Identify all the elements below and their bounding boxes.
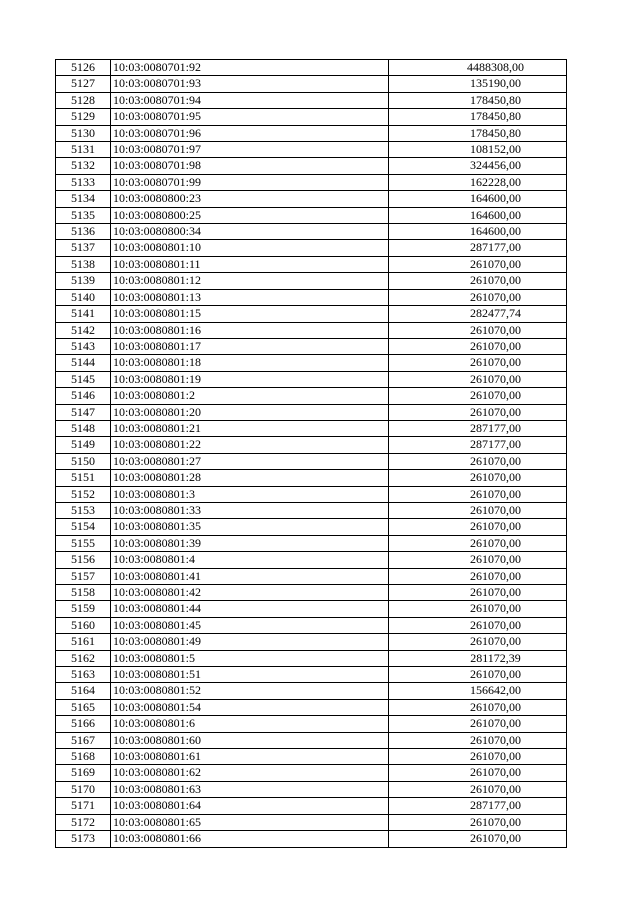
row-number-cell: 5161 <box>56 634 111 650</box>
table-row <box>56 716 567 732</box>
row-number-cell: 5130 <box>56 125 111 141</box>
cadastral-number-cell: 10:03:0080801:51 <box>111 667 389 683</box>
cadastral-number-cell: 10:03:0080800:34 <box>111 224 389 240</box>
table-row <box>56 535 567 551</box>
table-row <box>56 617 567 633</box>
amount-cell: 261070,00 <box>389 486 567 502</box>
cadastral-number-cell: 10:03:0080801:62 <box>111 765 389 781</box>
cadastral-number-cell: 10:03:0080701:92 <box>111 60 389 76</box>
table-row <box>56 207 567 223</box>
row-number-cell: 5139 <box>56 273 111 289</box>
row-number-cell: 5163 <box>56 667 111 683</box>
row-number-cell: 5145 <box>56 371 111 387</box>
table-row <box>56 92 567 108</box>
cadastral-number-cell: 10:03:0080801:10 <box>111 240 389 256</box>
table-row <box>56 568 567 584</box>
row-number-cell: 5151 <box>56 470 111 486</box>
cadastral-number-cell: 10:03:0080800:23 <box>111 191 389 207</box>
cadastral-number-cell: 10:03:0080801:19 <box>111 371 389 387</box>
table-row <box>56 60 567 76</box>
cadastral-number-cell: 10:03:0080701:99 <box>111 174 389 190</box>
row-number-cell: 5146 <box>56 388 111 404</box>
amount-cell: 261070,00 <box>389 732 567 748</box>
row-number-cell: 5136 <box>56 224 111 240</box>
amount-cell: 261070,00 <box>389 289 567 305</box>
cadastral-number-cell: 10:03:0080801:64 <box>111 798 389 814</box>
cadastral-number-cell: 10:03:0080801:28 <box>111 470 389 486</box>
amount-cell: 261070,00 <box>389 667 567 683</box>
table-row <box>56 519 567 535</box>
amount-cell: 261070,00 <box>389 371 567 387</box>
amount-cell: 281172,39 <box>389 650 567 666</box>
row-number-cell: 5150 <box>56 453 111 469</box>
row-number-cell: 5144 <box>56 355 111 371</box>
amount-cell: 164600,00 <box>389 207 567 223</box>
cadastral-number-cell: 10:03:0080701:95 <box>111 109 389 125</box>
cadastral-number-cell: 10:03:0080801:33 <box>111 502 389 518</box>
table-row <box>56 683 567 699</box>
table-row <box>56 142 567 158</box>
table-row <box>56 765 567 781</box>
table-row <box>56 404 567 420</box>
cadastral-number-cell: 10:03:0080801:41 <box>111 568 389 584</box>
amount-cell: 156642,00 <box>389 683 567 699</box>
table-row <box>56 732 567 748</box>
row-number-cell: 5155 <box>56 535 111 551</box>
amount-cell: 261070,00 <box>389 470 567 486</box>
row-number-cell: 5168 <box>56 749 111 765</box>
amount-cell: 178450,80 <box>389 125 567 141</box>
table-row <box>56 601 567 617</box>
row-number-cell: 5147 <box>56 404 111 420</box>
table-row <box>56 191 567 207</box>
amount-cell: 261070,00 <box>389 404 567 420</box>
cadastral-number-cell: 10:03:0080801:60 <box>111 732 389 748</box>
amount-cell: 261070,00 <box>389 568 567 584</box>
row-number-cell: 5126 <box>56 60 111 76</box>
table-row <box>56 273 567 289</box>
row-number-cell: 5159 <box>56 601 111 617</box>
table-row <box>56 552 567 568</box>
amount-cell: 261070,00 <box>389 256 567 272</box>
cadastral-number-cell: 10:03:0080801:2 <box>111 388 389 404</box>
row-number-cell: 5137 <box>56 240 111 256</box>
amount-cell: 287177,00 <box>389 798 567 814</box>
cadastral-number-cell: 10:03:0080801:65 <box>111 814 389 830</box>
table-row <box>56 388 567 404</box>
row-number-cell: 5133 <box>56 174 111 190</box>
amount-cell: 287177,00 <box>389 240 567 256</box>
table-row <box>56 420 567 436</box>
amount-cell: 261070,00 <box>389 781 567 797</box>
cadastral-number-cell: 10:03:0080801:49 <box>111 634 389 650</box>
amount-cell: 261070,00 <box>389 453 567 469</box>
amount-cell: 261070,00 <box>389 765 567 781</box>
cadastral-number-cell: 10:03:0080801:17 <box>111 338 389 354</box>
row-number-cell: 5162 <box>56 650 111 666</box>
cadastral-number-cell: 10:03:0080701:98 <box>111 158 389 174</box>
row-number-cell: 5149 <box>56 437 111 453</box>
amount-cell: 261070,00 <box>389 552 567 568</box>
table-row <box>56 289 567 305</box>
row-number-cell: 5129 <box>56 109 111 125</box>
cadastral-number-cell: 10:03:0080801:13 <box>111 289 389 305</box>
row-number-cell: 5148 <box>56 420 111 436</box>
row-number-cell: 5131 <box>56 142 111 158</box>
table-row <box>56 831 567 847</box>
table-row <box>56 814 567 830</box>
row-number-cell: 5153 <box>56 502 111 518</box>
cadastral-number-cell: 10:03:0080801:11 <box>111 256 389 272</box>
table-row <box>56 798 567 814</box>
cadastral-number-cell: 10:03:0080801:12 <box>111 273 389 289</box>
cadastral-number-cell: 10:03:0080801:16 <box>111 322 389 338</box>
cadastral-number-cell: 10:03:0080801:42 <box>111 585 389 601</box>
cadastral-number-cell: 10:03:0080801:45 <box>111 617 389 633</box>
table-row <box>56 470 567 486</box>
cadastral-number-cell: 10:03:0080801:61 <box>111 749 389 765</box>
cadastral-number-cell: 10:03:0080801:39 <box>111 535 389 551</box>
records-table-body <box>56 60 567 848</box>
cadastral-number-cell: 10:03:0080701:96 <box>111 125 389 141</box>
table-row <box>56 486 567 502</box>
amount-cell: 261070,00 <box>389 831 567 847</box>
cadastral-number-cell: 10:03:0080801:35 <box>111 519 389 535</box>
table-row <box>56 585 567 601</box>
table-row <box>56 437 567 453</box>
row-number-cell: 5152 <box>56 486 111 502</box>
row-number-cell: 5167 <box>56 732 111 748</box>
row-number-cell: 5143 <box>56 338 111 354</box>
amount-cell: 162228,00 <box>389 174 567 190</box>
table-row <box>56 322 567 338</box>
table-row <box>56 240 567 256</box>
cadastral-number-cell: 10:03:0080801:20 <box>111 404 389 420</box>
amount-cell: 164600,00 <box>389 224 567 240</box>
amount-cell: 261070,00 <box>389 519 567 535</box>
amount-cell: 287177,00 <box>389 437 567 453</box>
amount-cell: 287177,00 <box>389 420 567 436</box>
cadastral-number-cell: 10:03:0080801:5 <box>111 650 389 666</box>
table-row <box>56 634 567 650</box>
cadastral-number-cell: 10:03:0080801:63 <box>111 781 389 797</box>
records-table <box>55 59 567 848</box>
cadastral-number-cell: 10:03:0080701:97 <box>111 142 389 158</box>
row-number-cell: 5154 <box>56 519 111 535</box>
table-row <box>56 338 567 354</box>
row-number-cell: 5170 <box>56 781 111 797</box>
row-number-cell: 5160 <box>56 617 111 633</box>
row-number-cell: 5128 <box>56 92 111 108</box>
cadastral-number-cell: 10:03:0080801:21 <box>111 420 389 436</box>
amount-cell: 261070,00 <box>389 273 567 289</box>
amount-cell: 261070,00 <box>389 338 567 354</box>
table-row <box>56 109 567 125</box>
amount-cell: 261070,00 <box>389 814 567 830</box>
cadastral-number-cell: 10:03:0080801:6 <box>111 716 389 732</box>
amount-cell: 261070,00 <box>389 601 567 617</box>
amount-cell: 261070,00 <box>389 749 567 765</box>
row-number-cell: 5165 <box>56 699 111 715</box>
table-row <box>56 667 567 683</box>
table-row <box>56 224 567 240</box>
amount-cell: 261070,00 <box>389 617 567 633</box>
table-row <box>56 749 567 765</box>
cadastral-number-cell: 10:03:0080801:15 <box>111 306 389 322</box>
table-row <box>56 306 567 322</box>
amount-cell: 282477,74 <box>389 306 567 322</box>
row-number-cell: 5140 <box>56 289 111 305</box>
table-row <box>56 502 567 518</box>
row-number-cell: 5171 <box>56 798 111 814</box>
cadastral-number-cell: 10:03:0080801:66 <box>111 831 389 847</box>
row-number-cell: 5132 <box>56 158 111 174</box>
table-row <box>56 453 567 469</box>
amount-cell: 261070,00 <box>389 716 567 732</box>
row-number-cell: 5142 <box>56 322 111 338</box>
table-row <box>56 781 567 797</box>
row-number-cell: 5157 <box>56 568 111 584</box>
row-number-cell: 5158 <box>56 585 111 601</box>
table-row <box>56 174 567 190</box>
cadastral-number-cell: 10:03:0080801:44 <box>111 601 389 617</box>
row-number-cell: 5156 <box>56 552 111 568</box>
row-number-cell: 5169 <box>56 765 111 781</box>
cadastral-number-cell: 10:03:0080701:93 <box>111 76 389 92</box>
cadastral-number-cell: 10:03:0080801:54 <box>111 699 389 715</box>
table-row <box>56 76 567 92</box>
row-number-cell: 5127 <box>56 76 111 92</box>
row-number-cell: 5173 <box>56 831 111 847</box>
amount-cell: 178450,80 <box>389 109 567 125</box>
amount-cell: 4488308,00 <box>389 60 567 76</box>
cadastral-number-cell: 10:03:0080801:27 <box>111 453 389 469</box>
cadastral-number-cell: 10:03:0080801:18 <box>111 355 389 371</box>
row-number-cell: 5164 <box>56 683 111 699</box>
table-row <box>56 371 567 387</box>
amount-cell: 261070,00 <box>389 699 567 715</box>
amount-cell: 261070,00 <box>389 634 567 650</box>
table-row <box>56 650 567 666</box>
amount-cell: 261070,00 <box>389 535 567 551</box>
amount-cell: 261070,00 <box>389 322 567 338</box>
amount-cell: 324456,00 <box>389 158 567 174</box>
row-number-cell: 5141 <box>56 306 111 322</box>
row-number-cell: 5138 <box>56 256 111 272</box>
row-number-cell: 5166 <box>56 716 111 732</box>
amount-cell: 108152,00 <box>389 142 567 158</box>
cadastral-number-cell: 10:03:0080801:22 <box>111 437 389 453</box>
cadastral-number-cell: 10:03:0080801:3 <box>111 486 389 502</box>
table-row <box>56 256 567 272</box>
amount-cell: 261070,00 <box>389 388 567 404</box>
row-number-cell: 5135 <box>56 207 111 223</box>
cadastral-number-cell: 10:03:0080801:52 <box>111 683 389 699</box>
row-number-cell: 5172 <box>56 814 111 830</box>
table-row <box>56 158 567 174</box>
amount-cell: 178450,80 <box>389 92 567 108</box>
amount-cell: 261070,00 <box>389 502 567 518</box>
table-row <box>56 355 567 371</box>
table-row <box>56 125 567 141</box>
amount-cell: 261070,00 <box>389 585 567 601</box>
amount-cell: 164600,00 <box>389 191 567 207</box>
cadastral-number-cell: 10:03:0080701:94 <box>111 92 389 108</box>
cadastral-number-cell: 10:03:0080801:4 <box>111 552 389 568</box>
cadastral-number-cell: 10:03:0080800:25 <box>111 207 389 223</box>
amount-cell: 261070,00 <box>389 355 567 371</box>
amount-cell: 135190,00 <box>389 76 567 92</box>
table-row <box>56 699 567 715</box>
row-number-cell: 5134 <box>56 191 111 207</box>
